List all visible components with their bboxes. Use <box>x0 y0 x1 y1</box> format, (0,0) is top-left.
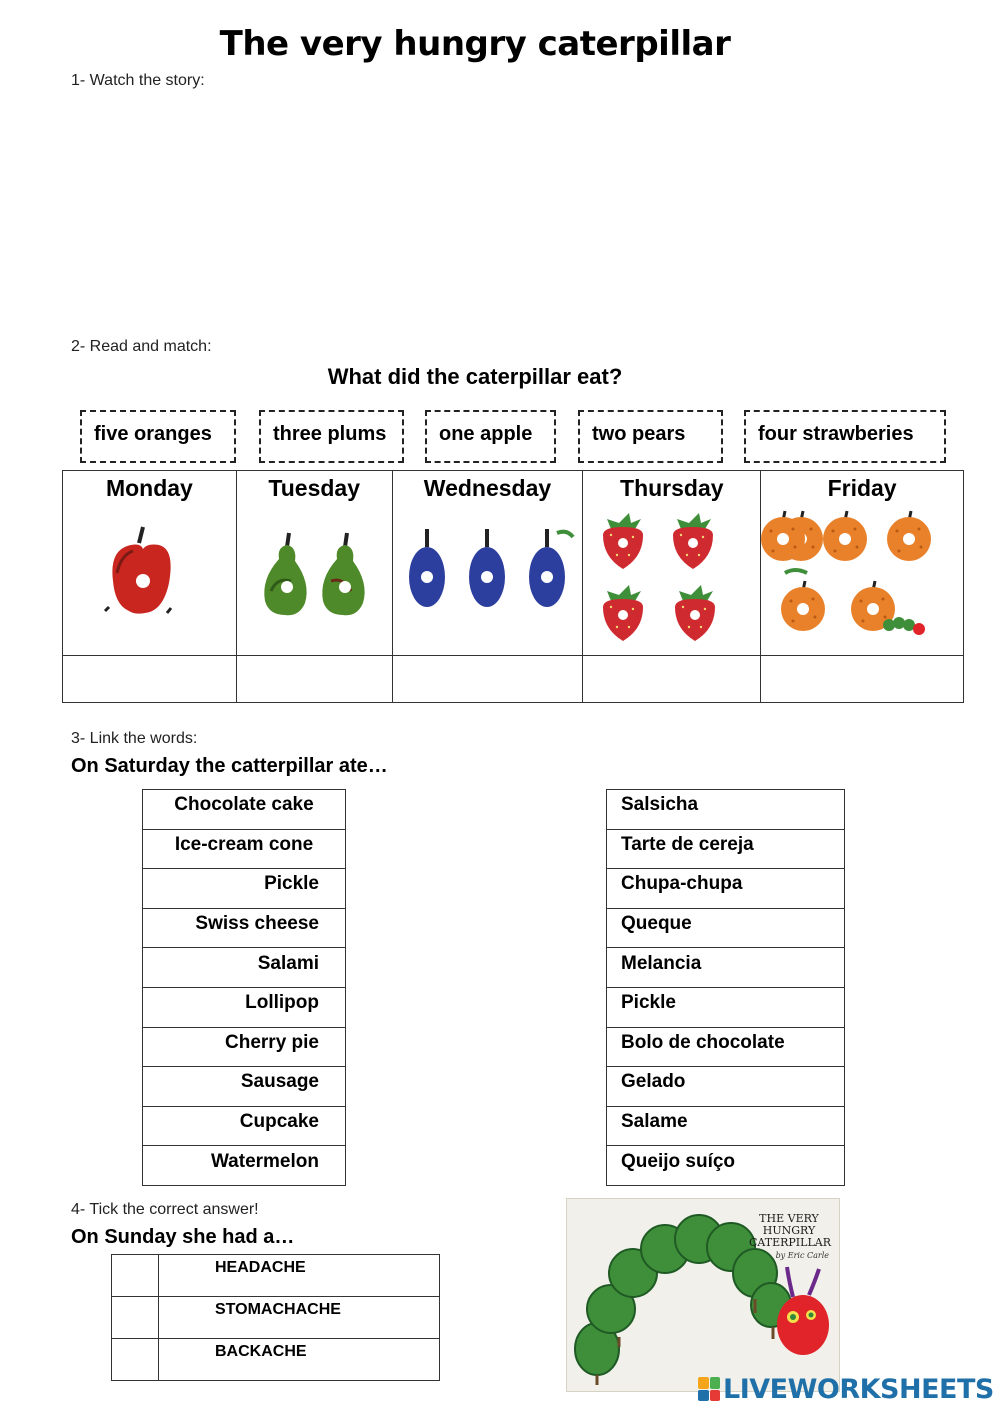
english-word[interactable]: Lollipop <box>143 987 346 1027</box>
portuguese-word[interactable]: Tarte de cereja <box>607 829 845 869</box>
caterpillar-icon <box>883 617 925 635</box>
day-cell-thursday <box>583 471 761 656</box>
tick-box-headache[interactable] <box>112 1255 159 1297</box>
day-name: Friday <box>827 475 897 501</box>
book-cover-image <box>566 1198 840 1392</box>
apple-icon <box>63 507 235 655</box>
portuguese-word[interactable]: Bolo de chocolate <box>607 1027 845 1067</box>
option-label: BACKACHE <box>159 1339 440 1381</box>
answer-cell-friday[interactable] <box>761 656 964 703</box>
section-1-label: 1- Watch the story: <box>71 72 205 89</box>
answer-input-friday[interactable] <box>761 656 963 701</box>
book-title: THE VERY HUNGRY CATERPILLAR <box>749 1212 831 1249</box>
liveworksheets-brand[interactable] <box>698 1374 994 1404</box>
english-word[interactable]: Swiss cheese <box>143 908 346 948</box>
oranges-picture <box>761 507 963 655</box>
pears-picture <box>237 507 392 655</box>
tick-box-stomachache[interactable] <box>112 1297 159 1339</box>
match-question: What did the caterpillar eat? <box>327 364 623 389</box>
english-word[interactable]: Sausage <box>143 1067 346 1107</box>
english-word[interactable]: Cupcake <box>143 1106 346 1146</box>
english-word[interactable]: Watermelon <box>143 1146 346 1186</box>
day-name: Tuesday <box>268 475 360 501</box>
word-card-2[interactable]: three plums <box>259 410 404 463</box>
answer-input-monday[interactable] <box>63 656 236 701</box>
plums-picture <box>393 507 583 655</box>
word-card-5[interactable]: four strawberies <box>744 410 946 463</box>
liveworksheets-logo-icon <box>698 1377 720 1401</box>
portuguese-word[interactable]: Salame <box>607 1106 845 1146</box>
answer-input-wednesday[interactable] <box>393 656 583 701</box>
section-2-label: 2- Read and match: <box>71 338 212 355</box>
tick-box-backache[interactable] <box>112 1339 159 1381</box>
link-prompt: On Saturday the catterpillar ate… <box>71 755 388 777</box>
portuguese-word[interactable]: Salsicha <box>607 790 845 830</box>
day-name: Thursday <box>620 475 724 501</box>
answer-cell-thursday[interactable] <box>583 656 761 703</box>
brand-name: LIVEWORKSHEETS <box>723 1373 994 1405</box>
tick-prompt: On Sunday she had a… <box>71 1226 295 1248</box>
english-word[interactable]: Cherry pie <box>143 1027 346 1067</box>
english-word[interactable]: Salami <box>143 948 346 988</box>
plum-icon <box>393 507 582 655</box>
days-table <box>62 470 964 703</box>
strawberries-picture <box>583 507 760 655</box>
portuguese-word[interactable]: Chupa-chupa <box>607 869 845 909</box>
english-word[interactable]: Ice-cream cone <box>143 829 346 869</box>
section-4-label: 4- Tick the correct answer! <box>71 1201 259 1218</box>
word-card-4[interactable]: two pears <box>578 410 723 463</box>
portuguese-word[interactable]: Melancia <box>607 948 845 988</box>
orange-icon <box>761 507 962 655</box>
word-card-3[interactable]: one apple <box>425 410 556 463</box>
answer-cell-wednesday[interactable] <box>392 656 583 703</box>
option-label: HEADACHE <box>159 1255 440 1297</box>
day-cell-monday <box>63 471 237 656</box>
tick-table <box>111 1254 440 1381</box>
portuguese-word[interactable]: Queque <box>607 908 845 948</box>
day-name: Monday <box>105 475 193 501</box>
portuguese-word[interactable]: Pickle <box>607 987 845 1027</box>
apple-picture <box>63 507 236 655</box>
day-name: Wednesday <box>423 475 552 501</box>
answer-cell-tuesday[interactable] <box>236 656 392 703</box>
portuguese-word[interactable]: Gelado <box>607 1067 845 1107</box>
strawberry-icon <box>583 507 759 655</box>
section-3-label: 3- Link the words: <box>71 730 198 747</box>
answer-input-thursday[interactable] <box>583 656 760 701</box>
portuguese-word[interactable]: Queijo suíço <box>607 1146 845 1186</box>
pear-icon <box>237 507 391 655</box>
book-author: by Eric Carle <box>775 1251 829 1260</box>
worksheet-title: The very hungry caterpillar <box>219 24 731 64</box>
word-card-1[interactable]: five oranges <box>80 410 236 463</box>
day-cell-friday <box>761 471 964 656</box>
day-cell-tuesday <box>236 471 392 656</box>
answer-input-tuesday[interactable] <box>237 656 392 701</box>
portuguese-word-list <box>606 789 845 1186</box>
answer-cell-monday[interactable] <box>63 656 237 703</box>
english-word-list <box>142 789 346 1186</box>
option-label: STOMACHACHE <box>159 1297 440 1339</box>
english-word[interactable]: Pickle <box>143 869 346 909</box>
english-word[interactable]: Chocolate cake <box>143 790 346 830</box>
day-cell-wednesday <box>392 471 583 656</box>
